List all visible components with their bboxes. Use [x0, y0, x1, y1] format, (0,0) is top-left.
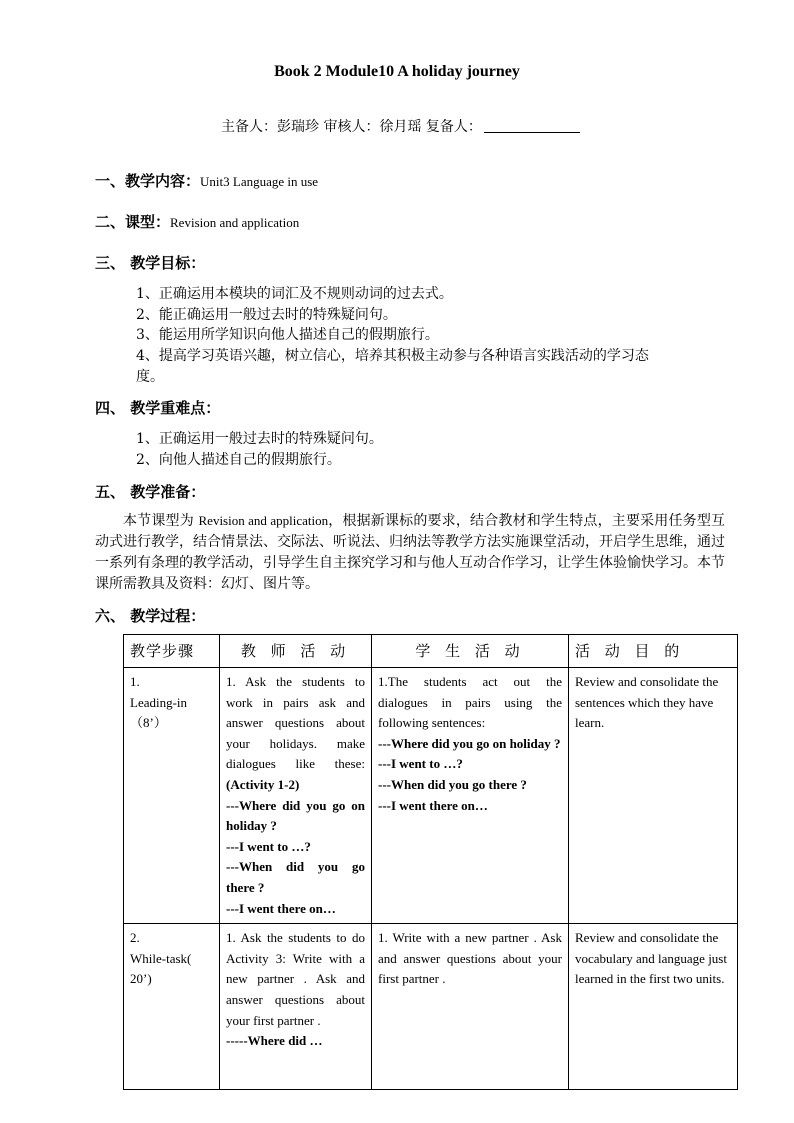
student-activity-cell: [372, 924, 569, 1090]
document-title: Book 2 Module10 A holiday journey: [274, 63, 520, 80]
teacher-activity-cell: [220, 924, 372, 1090]
process-table: [123, 634, 738, 1090]
student-activity-text: 1. Write with a new partner . Ask and answer questions about your first partner .: [378, 930, 562, 987]
step-cell: [124, 668, 220, 924]
goal-item: 度。: [136, 369, 164, 385]
step-time: 20’): [130, 971, 152, 987]
goal-item: 4、提高学习英语兴趣，树立信心，培养其积极主动参与各种语言实践活动的学习态: [136, 348, 649, 364]
section-type-label: 二、课型：: [95, 213, 171, 231]
step-number: 2.: [130, 930, 140, 946]
purpose-text: Review and consolidate the vocabulary and language just learned in the first two units.: [575, 930, 727, 987]
preparers-text: 主备人：彭瑞珍 审核人：徐月瑶 复备人：: [221, 119, 482, 135]
purpose-cell: [569, 668, 738, 924]
goal-item: 3、能运用所学知识向他人描述自己的假期旅行。: [136, 327, 439, 343]
step-name: While-task(: [130, 950, 192, 966]
preparation-text-2: ，根据新课标的要求，结合教材和学生特点，主要采用任务型互动式进行教学，结合情景法、交际法、听说法、归纳法等教学方法实施课堂活动，开启学生思维，通过一系列有条理的教学活动，引导学生自主探究学习和与他人互动合作学习，让学生体验愉快学习。本节课所需教具及资料：幻灯、图片等。: [95, 513, 725, 592]
preparation-text-en: Revision and application: [198, 513, 329, 528]
teacher-dialogue-line: -----Where did …: [226, 1033, 323, 1049]
section-content-label: 一、教学内容：: [95, 172, 201, 190]
goal-item: 2、能正确运用一般过去时的特殊疑问句。: [136, 307, 397, 323]
section-type-value: Revision and application: [170, 215, 300, 230]
step-cell: [124, 924, 220, 1090]
student-dialogue-line: ---I went there on…: [378, 797, 488, 813]
header-step: 教学步骤: [124, 635, 220, 668]
preparer-blank: [484, 118, 580, 133]
teacher-activity-text: 1. Ask the students to do Activity 3: Write with a new partner . Ask and answer questions about your first partner .: [226, 930, 365, 1028]
teacher-dialogue-line: ---I went to …?: [226, 838, 311, 854]
preparers-line: [221, 116, 580, 136]
preparation-text-1: 本节课型为: [123, 513, 199, 529]
table-row: [124, 924, 738, 1090]
teacher-activity-text: 1. Ask the students to work in pairs ask and answer questions about your holidays. make dialogues like these:: [226, 674, 365, 772]
section-type: [95, 211, 299, 232]
teacher-dialogue-line: ---I went there on…: [226, 900, 336, 916]
header-teacher: 教 师 活 动: [220, 635, 372, 668]
goal-item: 1、正确运用本模块的词汇及不规则动词的过去式。: [136, 286, 453, 302]
step-number: 1.: [130, 674, 140, 689]
step-time: （8’）: [130, 715, 167, 731]
teacher-activity-ref: (Activity 1-2): [226, 776, 300, 792]
purpose-cell: [569, 924, 738, 1090]
student-dialogue-line: ---When did you go there ?: [378, 776, 527, 792]
header-purpose: 活 动 目 的: [569, 635, 738, 668]
section-content-value: Unit3 Language in use: [200, 174, 319, 189]
purpose-text: Review and consolidate the sentences which they have learn.: [575, 674, 719, 731]
key-point-item: 2、向他人描述自己的假期旅行。: [136, 452, 341, 468]
student-dialogue-line: ---Where did you go on holiday ?: [378, 735, 561, 751]
step-name: Leading-in: [130, 694, 188, 710]
table-header-row: [124, 635, 738, 668]
teacher-activity-cell: [220, 668, 372, 924]
student-activity-text: 1.The students act out the dialogues in pairs using the following sentences:: [378, 674, 562, 731]
section-content: [95, 170, 318, 191]
teacher-dialogue-line: ---When did you go there ?: [226, 859, 365, 895]
section-goals-label: 三、 教学目标：: [95, 254, 206, 272]
student-activity-cell: [372, 668, 569, 924]
key-point-item: 1、正确运用一般过去时的特殊疑问句。: [136, 431, 383, 447]
header-student: 学 生 活 动: [372, 635, 569, 668]
table-row: [124, 668, 738, 924]
section-preparation-label: 五、 教学准备：: [95, 483, 206, 501]
section-key-points-label: 四、 教学重难点：: [95, 399, 221, 417]
student-dialogue-line: ---I went to …?: [378, 756, 463, 772]
teacher-dialogue-line: ---Where did you go on holiday ?: [226, 797, 365, 834]
preparation-paragraph: [95, 510, 725, 595]
section-process-label: 六、 教学过程：: [95, 607, 206, 625]
